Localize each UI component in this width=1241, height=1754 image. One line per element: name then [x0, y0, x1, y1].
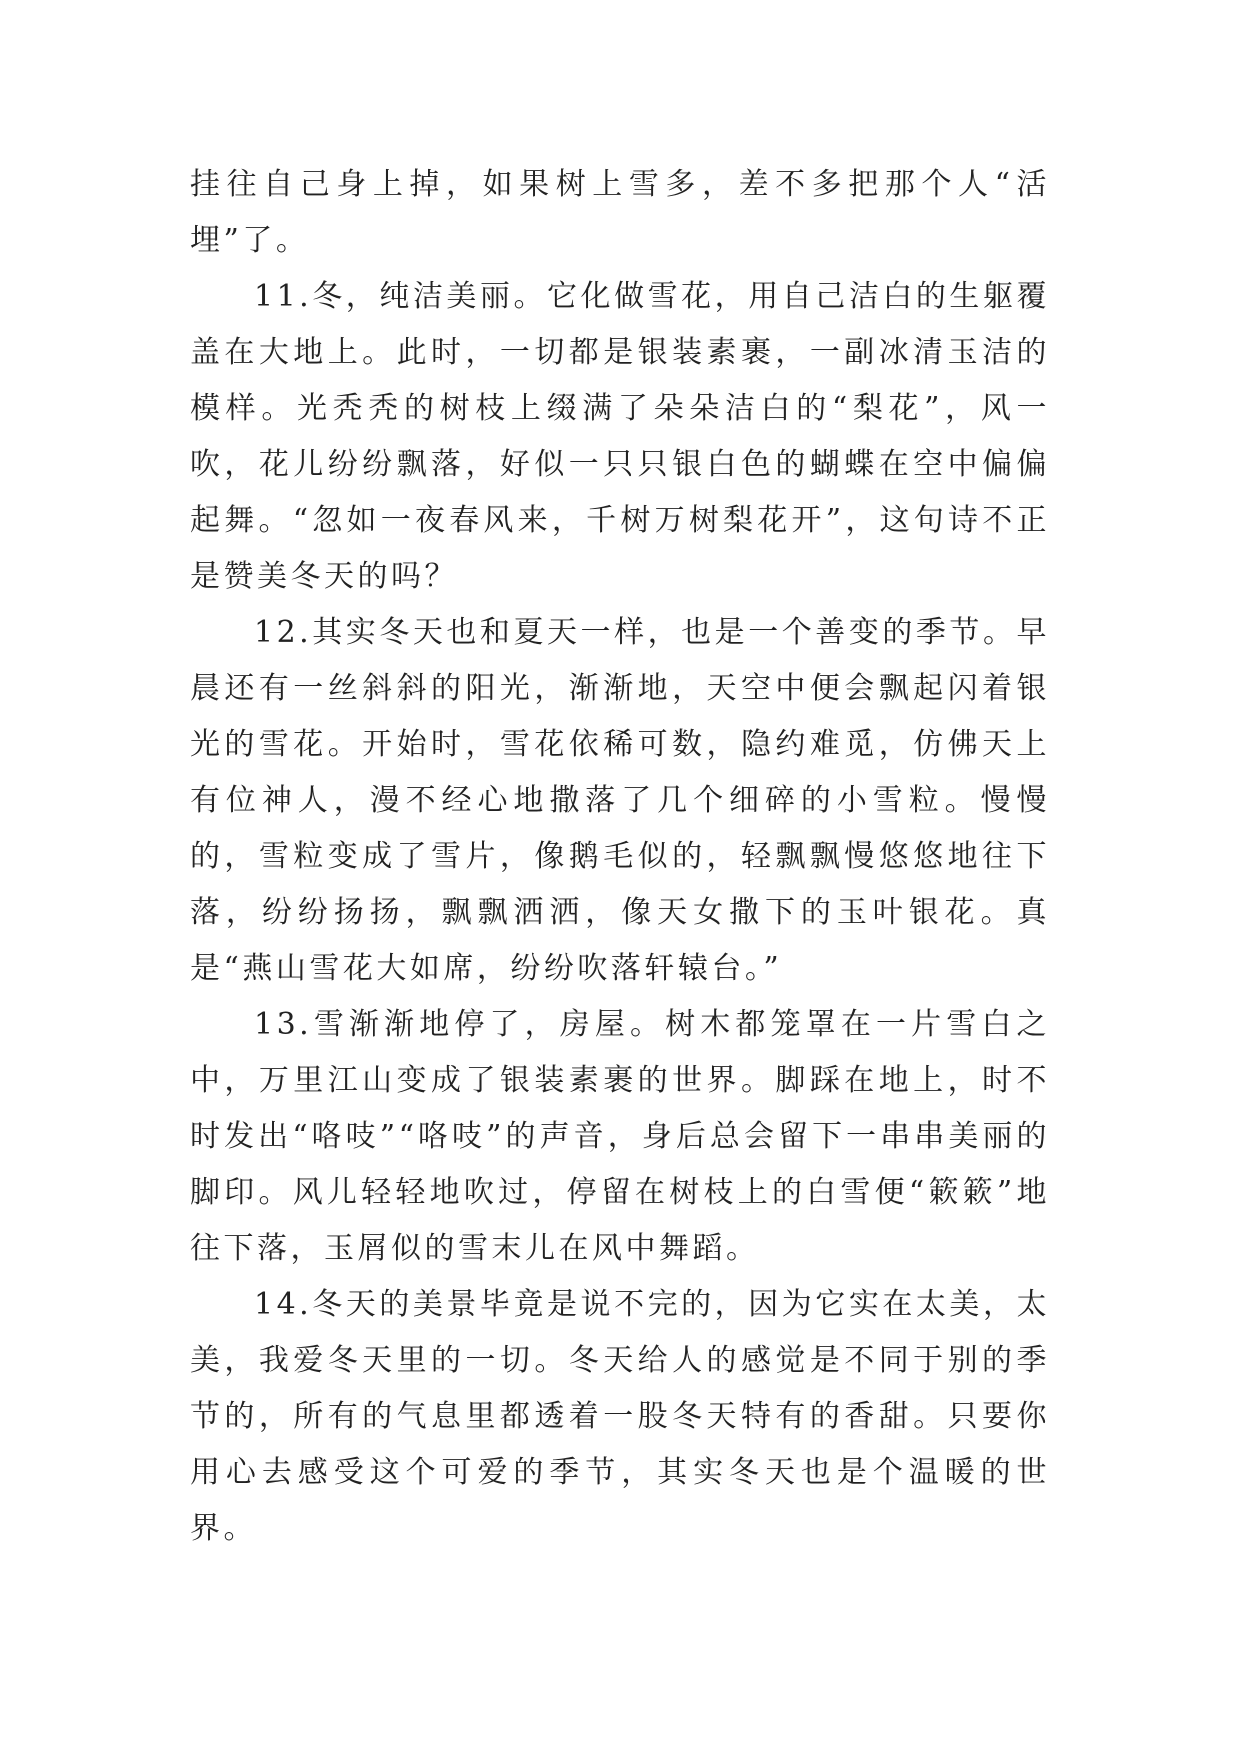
paragraph-item-11: 11.冬，纯洁美丽。它化做雪花，用自己洁白的生躯覆盖在大地上。此时，一切都是银装素裹，一副冰清玉洁的模样。光秃秃的树枝上缀满了朵朵洁白的“梨花”，风一吹，花儿纷纷飘落，好似一只只银白色的蝴蝶在空中偏偏起舞。“忽如一夜春风来，千树万树梨花开”，这句诗不正是赞美冬天的吗？ [190, 279, 1050, 594]
paragraph-continuation: 挂往自己身上掉，如果树上雪多，差不多把那个人“活埋”了。 [190, 167, 1050, 258]
paragraph-item-12: 12.其实冬天也和夏天一样，也是一个善变的季节。早晨还有一丝斜斜的阳光，渐渐地，天空中便会飘起闪着银光的雪花。开始时，雪花依稀可数，隐约难觅，仿佛天上有位神人，漫不经心地撒落了几个细碎的小雪粒。慢慢的，雪粒变成了雪片，像鹅毛似的，轻飘飘慢悠悠地往下落，纷纷扬扬，飘飘洒洒，像天女撒下的玉叶银花。真是“燕山雪花大如席，纷纷吹落轩辕台。” [190, 615, 1050, 986]
paragraph-item-14: 14.冬天的美景毕竟是说不完的，因为它实在太美，太美，我爱冬天里的一切。冬天给人的感觉是不同于别的季节的，所有的气息里都透着一股冬天特有的香甜。只要你用心去感受这个可爱的季节，其实冬天也是个温暖的世界。 [190, 1287, 1050, 1546]
document-body [190, 157, 1050, 1557]
paragraph-item-13: 13.雪渐渐地停了，房屋。树木都笼罩在一片雪白之中，万里江山变成了银装素裹的世界。脚踩在地上，时不时发出“咯吱”“咯吱”的声音，身后总会留下一串串美丽的脚印。风儿轻轻地吹过，停留在树枝上的白雪便“簌簌”地往下落，玉屑似的雪末儿在风中舞蹈。 [190, 1007, 1050, 1266]
